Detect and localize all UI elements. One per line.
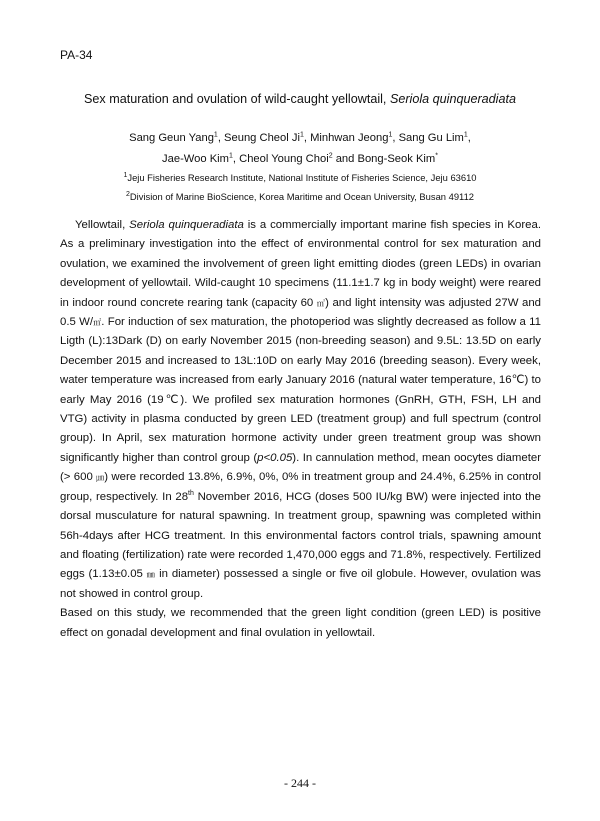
- conclusion-paragraph: Based on this study, we recommended that the green light condition (green LED) is positive effect on gonadal development and final ovulation in yellowtail.: [60, 607, 541, 639]
- affiliation: [0, 168, 600, 187]
- author-affiliation-mark: 2: [328, 152, 333, 160]
- abstract-text: November 2016, HCG (doses 500 IU/kg BW) were injected into the dorsal musculature for natural spawning. In treatment group, spawning was completed within 56h-4days after HCG treatment. In this environmental factors control trials, spawning amount and floating (fertilization) rate were recorded 1,470,000 eggs and 71.8%, respectively. Fertilized eggs (1.13±0.05: [60, 490, 541, 581]
- author-affiliation-mark: *: [435, 152, 438, 160]
- unit-symbol: ㎡: [93, 318, 102, 328]
- ordinal-suffix: th: [188, 489, 194, 497]
- author: Sang Geun Yang: [129, 132, 214, 144]
- page-number: - 244 -: [284, 776, 316, 790]
- affiliation-text: Division of Marine BioScience, Korea Maritime and Ocean University, Busan 49112: [129, 191, 474, 202]
- unit-symbol: ㎛: [96, 473, 105, 483]
- title-species: Seriola quinqueradiata: [389, 92, 516, 106]
- author: Minhwan Jeong: [310, 132, 389, 144]
- author-affiliation-mark: 1: [228, 152, 233, 160]
- abstract-text: in diameter) possessed a single or five oil globule. However, ovulation was not showed in control group.: [60, 568, 541, 600]
- affiliation-text: Jeju Fisheries Research Institute, National Institute of Fisheries Science, Jeju 63610: [127, 172, 477, 183]
- affiliation: [0, 187, 600, 206]
- author-affiliation-mark: 1: [213, 131, 218, 139]
- abstract-text: ) were recorded 13.8%, 6.9%, 0%, 0% in treatment group and 24.4%, 6.25% in control group, respectively. In 28: [60, 471, 542, 503]
- author-list: Sang Geun Yang$^1$, Seung Cheol Ji$^1$, Minhwan Jeong$^1$, Sang Gu Lim$^1$, Jae-Woo Kim$^1$, Cheol Young Choi$^2$ and Bong-Seok Kim*: [129, 131, 471, 165]
- abstract-paragraph: [60, 216, 541, 604]
- abstract-text: ). In cannulation method, mean oocytes diameter (> 600: [60, 451, 541, 484]
- affiliation-number: 1: [123, 171, 128, 179]
- unit-symbol: ㎜: [146, 570, 156, 580]
- abstract-text: . For induction of sex maturation, the photoperiod was slightly decreased as follow a 11 Ligth (L):13Dark (D) on early November 2015 (non-breeding season) and 9.5L: 13.5D on early December 2015 and increased to 13L:10D on early May 2016 (breeding season). Every week, water temperature was increased from early January 2016 (natural water temperature, 16℃) to early May 2016 (19℃). We profiled sex maturation hormones (GnRH, GTH, FSH, LH and VTG) activity in plasma conducted by green LED (treatment group) and full spectrum (control group). In April, sex maturation hormone activity under green treatment group was shown significantly higher than control group (: [60, 316, 541, 464]
- species-name: Seriola quinqueradiata: [129, 219, 244, 231]
- author: Bong-Seok Kim: [357, 153, 436, 165]
- session-code: PA-34: [60, 48, 93, 62]
- unit-symbol: ㎥: [316, 298, 326, 308]
- title-text: Sex maturation and ovulation of wild-caught yellowtail,: [84, 92, 390, 106]
- affiliation-number: 2: [126, 190, 130, 198]
- author-affiliation-mark: 1: [388, 131, 393, 139]
- p-value: p<0.05: [257, 451, 293, 464]
- abstract-text: Yellowtail,: [75, 219, 130, 231]
- author: Cheol Young Choi: [239, 153, 329, 165]
- author-affiliation-mark: 1: [299, 131, 304, 139]
- author-affiliation-mark: 1: [463, 131, 468, 139]
- paper-title: [0, 92, 600, 106]
- abstract-text: ) and light intensity was adjusted 27W and 0.5 W/: [60, 296, 541, 329]
- affiliation-list: [0, 168, 600, 206]
- abstract-body: [60, 216, 541, 643]
- author: Jae-Woo Kim: [162, 153, 229, 165]
- author: Seung Cheol Ji: [224, 132, 300, 144]
- author: Sang Gu Lim: [398, 132, 464, 144]
- abstract-text: is a commercially important marine fish species in Korea. As a preliminary investigation into the effect of environmental control for sex maturation and ovulation, we examined the involvement of green light emitting diodes (green LEDs) in ovarian development of yellowtail. Wild-caught 10 specimens (11.1±1.7 kg in body weight) were reared in indoor round concrete rearing tank (capacity 60: [60, 219, 541, 309]
